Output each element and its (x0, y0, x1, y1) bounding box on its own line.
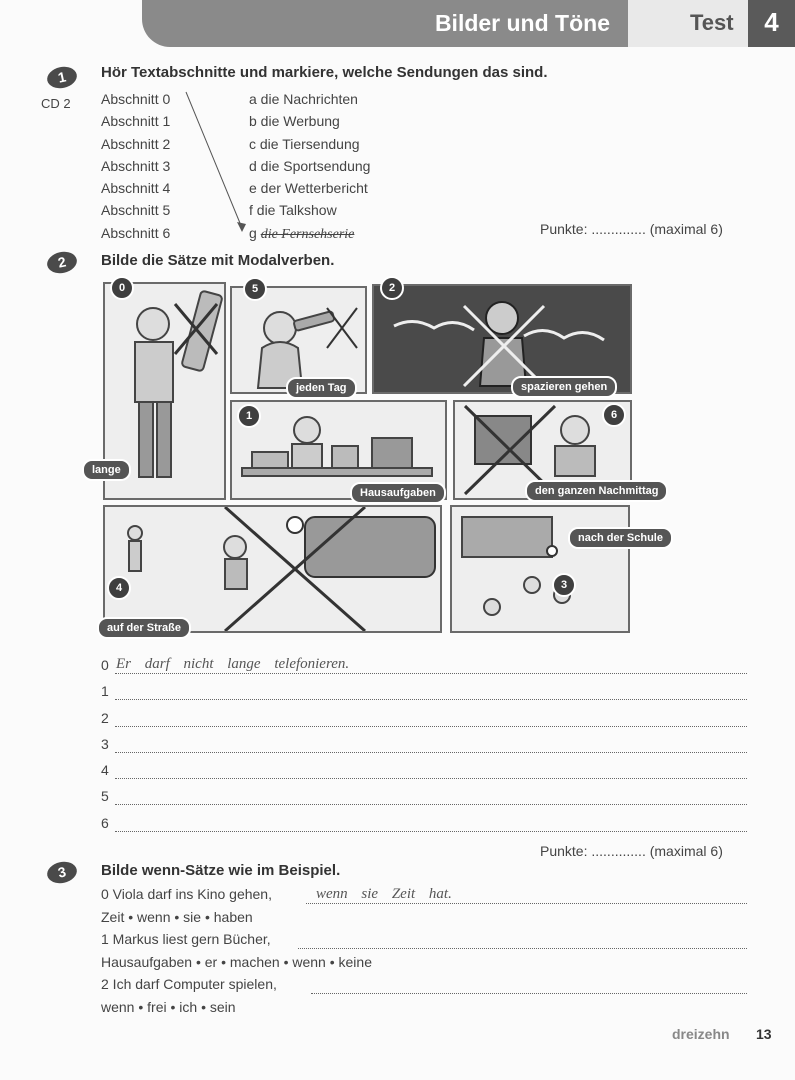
answer-line[interactable] (101, 786, 747, 812)
example-answer: Er darf nicht lange telefonieren. (116, 656, 350, 672)
line-number: 5 (101, 788, 109, 805)
park-football-illustration (452, 507, 628, 631)
panel-number: 4 (107, 576, 131, 600)
panel-number: 5 (243, 277, 267, 301)
task1-badge: 1 (45, 64, 79, 91)
option-g-letter: g (249, 224, 257, 241)
panel-label: lange (82, 459, 131, 481)
answer-line (101, 655, 747, 681)
answer-line[interactable] (101, 681, 747, 707)
section-item: Abschnitt 0 (101, 91, 171, 107)
exercise-prompt: 0 Viola darf ins Kino gehen, (101, 886, 272, 902)
test-label: Test (690, 10, 734, 35)
dotted-line (306, 903, 747, 904)
points-label: Punkte: (540, 843, 588, 859)
panel-label: jeden Tag (286, 377, 357, 399)
option-item-g (249, 222, 370, 246)
answer-line[interactable] (101, 708, 747, 734)
header-bar (142, 0, 628, 47)
option-g-text: die Fernsehserie (260, 226, 355, 242)
option-item: c die Tiersendung (249, 135, 360, 152)
section-item: Abschnitt 6 (101, 224, 171, 241)
task2-title: Bilde die Sätze mit Modalverben. (101, 252, 335, 269)
match-arrow (180, 90, 250, 240)
dotted-line (115, 726, 747, 727)
header-title: Bilder und Töne (434, 10, 610, 36)
exercise-prompt-row[interactable] (101, 931, 747, 954)
exercise-prompt-row[interactable] (101, 976, 747, 999)
dotted-line (115, 673, 747, 674)
word-hint-row (101, 999, 747, 1022)
word-hints: Zeit • wenn • sie • haben (101, 908, 253, 925)
option-list (249, 88, 370, 246)
panel-number: 1 (237, 404, 261, 428)
line-number: 1 (101, 683, 109, 700)
wenn-exercise (101, 886, 747, 1021)
answer-line[interactable] (101, 813, 747, 839)
panel-label: nach der Schule (568, 527, 673, 549)
option-item: a die Nachrichten (249, 91, 358, 107)
dotted-line (298, 948, 747, 949)
cd-label: CD 2 (41, 96, 71, 111)
word-hint-row (101, 954, 747, 977)
dotted-line (115, 752, 747, 753)
dotted-line (115, 831, 747, 832)
example-answer: wenn sie Zeit hat. (316, 886, 452, 902)
option-item: b die Werbung (249, 113, 340, 130)
panel-number: 6 (602, 403, 626, 427)
points-label: Punkte: (540, 221, 588, 237)
dotted-line (115, 778, 747, 779)
page-number-word: dreizehn (672, 1026, 730, 1042)
task2-points (540, 843, 723, 859)
street-football-illustration (105, 507, 440, 631)
line-number: 6 (101, 814, 109, 831)
task2-badge: 2 (45, 249, 79, 276)
picture-panel (450, 505, 630, 633)
section-item: Abschnitt 1 (101, 113, 171, 130)
picture-panel (103, 505, 442, 633)
page-number: 13 (756, 1026, 772, 1042)
option-item: f die Talkshow (249, 202, 337, 219)
points-max: (maximal 6) (649, 221, 723, 237)
points-dots: .............. (591, 221, 646, 237)
line-number: 3 (101, 735, 109, 752)
panel-label: Hausaufgaben (350, 482, 446, 504)
line-number: 0 (101, 657, 109, 673)
dotted-line (115, 804, 747, 805)
panel-number: 2 (380, 276, 404, 300)
points-max: (maximal 6) (649, 843, 723, 859)
panel-label: spazieren gehen (511, 376, 617, 398)
option-item: d die Sportsendung (249, 157, 371, 174)
exercise-prompt: 2 Ich darf Computer spielen, (101, 976, 277, 992)
dotted-line (311, 993, 747, 994)
section-item: Abschnitt 2 (101, 135, 171, 152)
word-hint-row (101, 909, 747, 932)
section-item: Abschnitt 4 (101, 180, 171, 197)
word-hints: Hausaufgaben • er • machen • wenn • keine (101, 953, 372, 970)
exercise-prompt-row (101, 886, 747, 909)
answer-line[interactable] (101, 760, 747, 786)
task3-title: Bilde wenn-Sätze wie im Beispiel. (101, 862, 341, 879)
section-list (101, 88, 170, 244)
task1-title: Hör Textabschnitte und markiere, welche Sendungen das sind. (101, 64, 548, 81)
section-item: Abschnitt 3 (101, 157, 171, 174)
test-number: 4 (748, 0, 795, 47)
answer-line[interactable] (101, 734, 747, 760)
section-item: Abschnitt 5 (101, 202, 171, 219)
points-dots: .............. (591, 843, 646, 859)
panel-number: 0 (110, 276, 134, 300)
panel-label: den ganzen Nachmittag (525, 480, 668, 502)
line-number: 4 (101, 762, 109, 779)
answer-lines (101, 655, 747, 839)
word-hints: wenn • frei • ich • sein (101, 998, 236, 1015)
dotted-line (115, 699, 747, 700)
task3-badge: 3 (45, 859, 79, 886)
task1-points (540, 221, 723, 237)
exercise-prompt: 1 Markus liest gern Bücher, (101, 931, 271, 947)
panel-number: 3 (552, 573, 576, 597)
option-item: e der Wetterbericht (249, 180, 368, 197)
panel-label: auf der Straße (97, 617, 191, 639)
line-number: 2 (101, 709, 109, 726)
